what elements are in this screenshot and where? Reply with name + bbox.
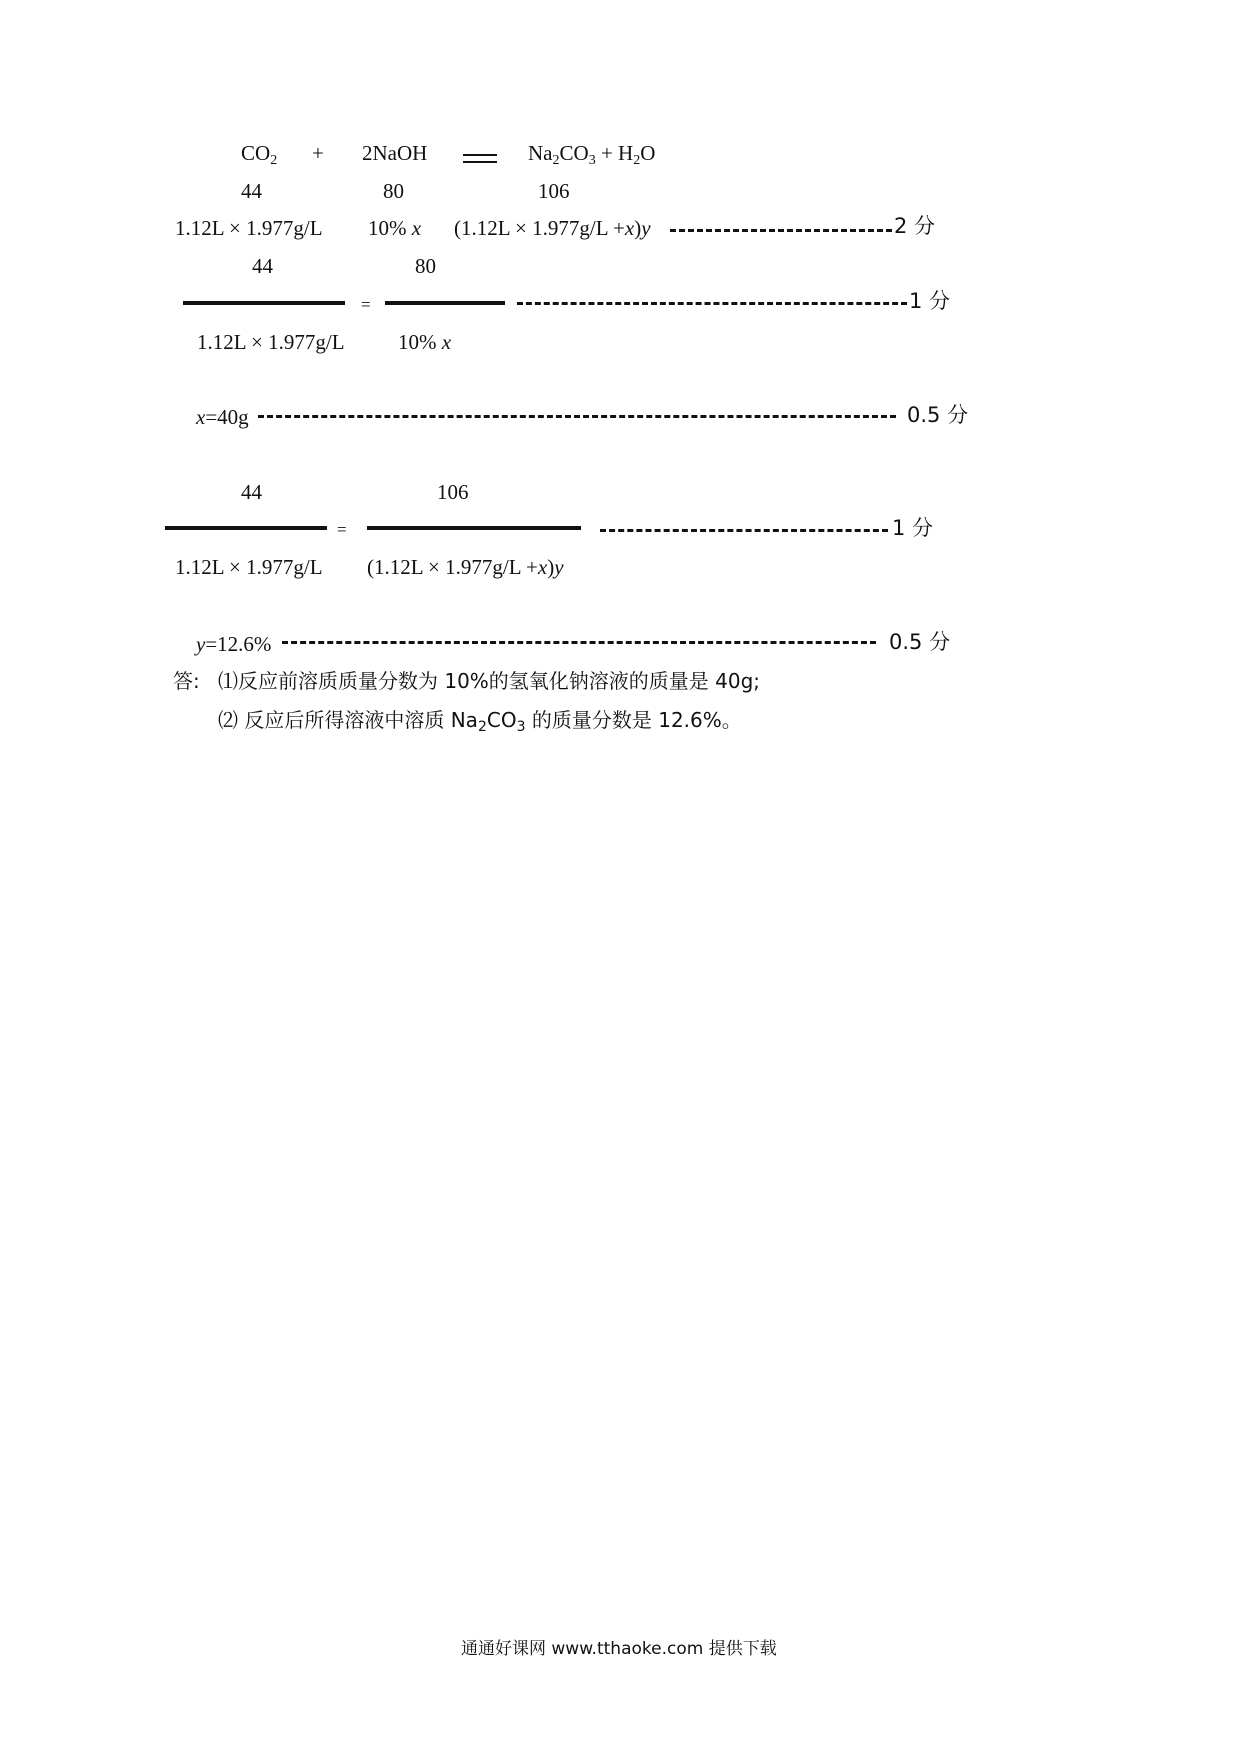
score-0-5: 0.5 分 — [889, 630, 951, 654]
molar-mass-na2co3: 106 — [538, 179, 570, 203]
formula-co2: $CO_2$ — [241, 141, 278, 168]
answer-line-2: ⑵ 反应后所得溶液中溶质 $Na_2CO_3$ 的质量分数是 12.6%。 — [218, 708, 742, 735]
ratio2-equals: = — [337, 520, 347, 539]
ratio2-num-right: 106 — [437, 480, 469, 504]
quantity-naoh: 10% x — [368, 216, 422, 240]
fraction-bar — [367, 526, 581, 530]
dash-leader — [258, 415, 896, 418]
dash-leader — [282, 641, 876, 644]
molar-mass-naoh: 80 — [383, 179, 404, 203]
equals-sign — [463, 154, 497, 163]
ratio2-den-left: 1.12L × 1.977g/L — [175, 555, 323, 579]
formula-products: $Na_2CO_3 + H_2O$ — [528, 141, 656, 168]
score-2: 2 分 — [894, 214, 936, 238]
fraction-bar — [385, 301, 505, 305]
ratio1-num-right: 80 — [415, 254, 436, 278]
score-1: 1 分 — [909, 289, 951, 313]
ratio2-num-left: 44 — [241, 480, 262, 504]
result-y: y=12.6% — [196, 632, 272, 656]
quantity-co2: 1.12L × 1.977g/L — [175, 216, 323, 240]
molar-mass-co2: 44 — [241, 179, 262, 203]
score-1: 1 分 — [892, 516, 934, 540]
ratio1-num-left: 44 — [252, 254, 273, 278]
score-0-5: 0.5 分 — [907, 403, 969, 427]
quantity-solution: (1.12L × 1.977g/L +x)y — [454, 216, 651, 240]
fraction-bar — [165, 526, 327, 530]
dash-leader — [670, 229, 892, 232]
dash-leader — [517, 302, 907, 305]
formula-plus: + — [312, 141, 324, 165]
ratio2-den-right: (1.12L × 1.977g/L +x)y — [367, 555, 564, 579]
answer-line-1: ⑴反应前溶质质量分数为 10%的氢氧化钠溶液的质量是 40g; — [218, 669, 761, 693]
formula-naoh: 2NaOH — [362, 141, 428, 165]
footer-credit: 通通好课网 www.tthaoke.com 提供下载 — [461, 1639, 777, 1659]
ratio1-den-left: 1.12L × 1.977g/L — [197, 330, 345, 354]
ratio1-equals: = — [361, 295, 371, 314]
fraction-bar — [183, 301, 345, 305]
ratio1-den-right: 10% x — [398, 330, 452, 354]
dash-leader — [600, 529, 888, 532]
result-x: x=40g — [196, 405, 249, 429]
answer-label: 答: — [173, 669, 200, 693]
